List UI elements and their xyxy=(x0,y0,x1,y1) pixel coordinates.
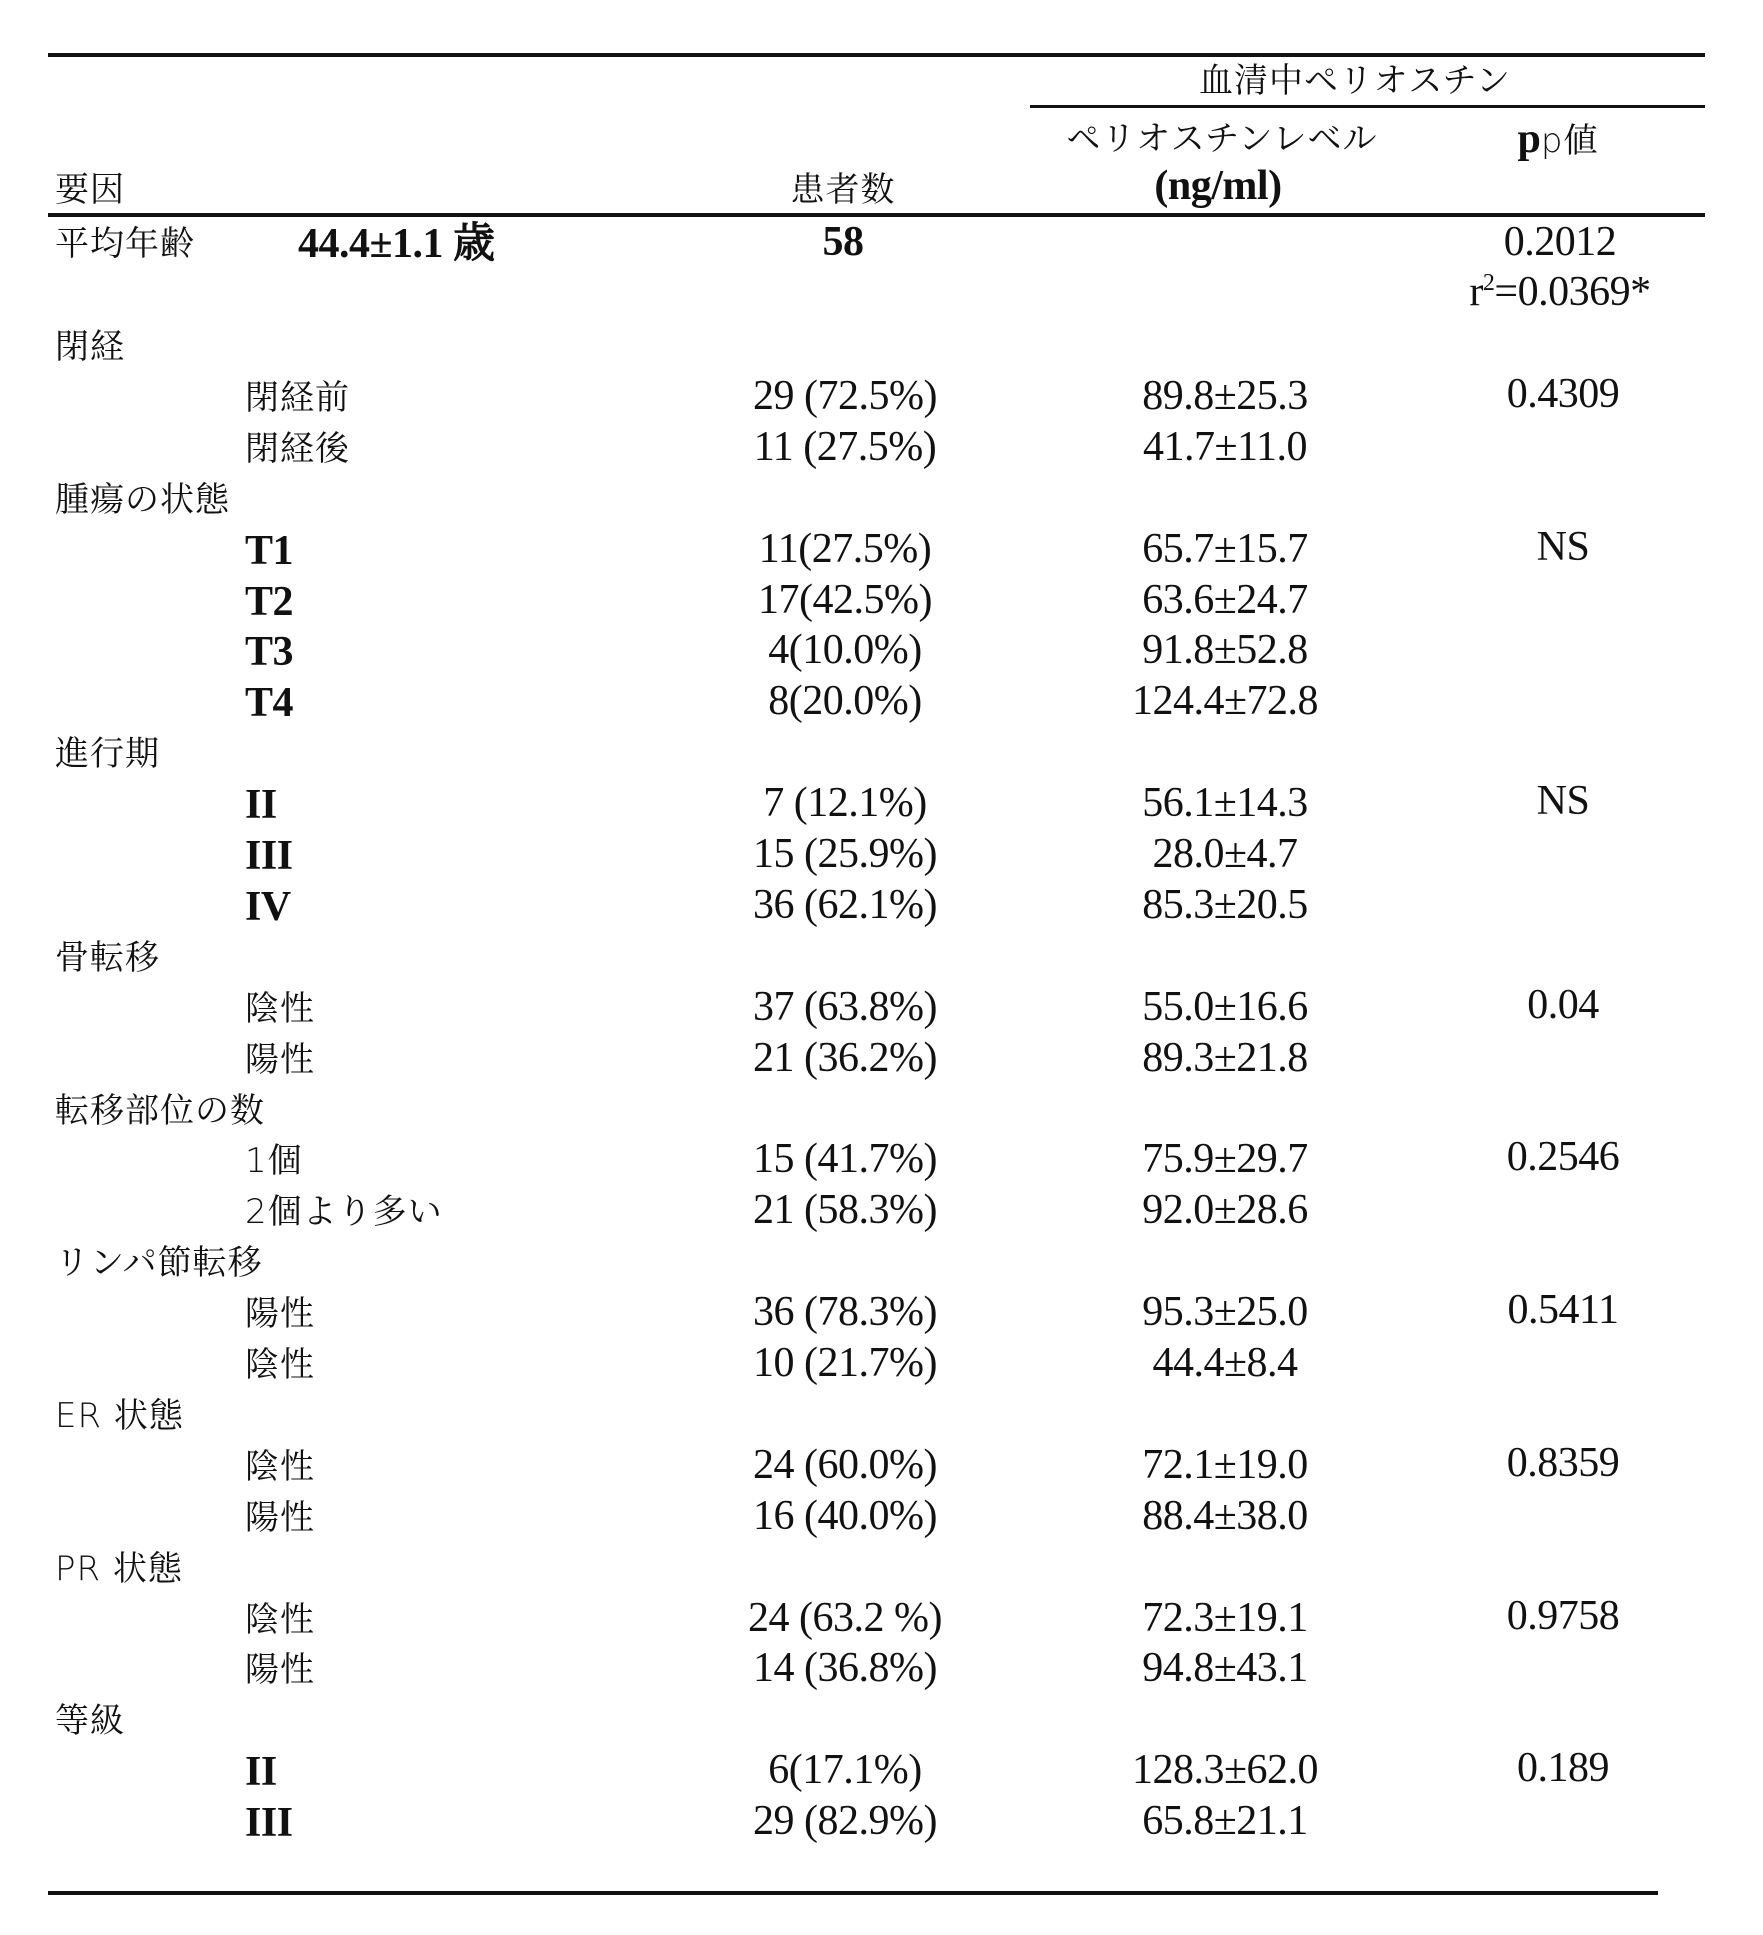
column-header-level: ペリオスチンレベル xyxy=(1066,115,1377,163)
row-periostin-level: 72.3±19.1 xyxy=(1142,1594,1308,1642)
row-periostin-level: 91.8±52.8 xyxy=(1142,626,1308,674)
column-header-p-value: pp値 xyxy=(1518,115,1599,165)
group-p-value: 0.04 xyxy=(1527,981,1599,1029)
row-label: 陰性 xyxy=(245,1596,315,1644)
r2-prefix: r xyxy=(1469,269,1483,315)
row-periostin-level: 44.4±8.4 xyxy=(1152,1339,1297,1387)
row-patients: 11 (27.5%) xyxy=(754,423,936,471)
group-p-value: 0.9758 xyxy=(1507,1592,1620,1640)
group-label: 転移部位の数 xyxy=(55,1087,265,1135)
age-label: 平均年齢 xyxy=(55,220,195,268)
row-periostin-level: 128.3±62.0 xyxy=(1132,1746,1318,1794)
row-patients: 29 (72.5%) xyxy=(753,372,937,420)
row-label: 陽性 xyxy=(245,1290,315,1338)
row-label: T1 xyxy=(245,527,293,575)
group-p-value: 0.189 xyxy=(1517,1744,1609,1792)
row-patients: 10 (21.7%) xyxy=(753,1339,937,1387)
column-header-factor: 要因 xyxy=(55,166,125,214)
row-label: 陽性 xyxy=(245,1036,315,1084)
row-label: IV xyxy=(245,883,291,931)
group-p-value: NS xyxy=(1537,777,1590,825)
row-label: T3 xyxy=(245,628,293,676)
group-header-rule xyxy=(1030,105,1705,108)
column-header-patients: 患者数 xyxy=(791,166,896,214)
age-r2 xyxy=(1469,268,1650,316)
row-patients: 11(27.5%) xyxy=(759,525,931,573)
row-periostin-level: 55.0±16.6 xyxy=(1142,983,1308,1031)
row-label: 陰性 xyxy=(245,1443,315,1491)
row-patients: 15 (41.7%) xyxy=(753,1135,937,1183)
row-periostin-level: 65.7±15.7 xyxy=(1142,525,1308,573)
row-periostin-level: 88.4±38.0 xyxy=(1142,1492,1308,1540)
r2-superscript: 2 xyxy=(1483,270,1495,296)
age-patients: 58 xyxy=(823,218,864,266)
row-periostin-level: 85.3±20.5 xyxy=(1142,881,1308,929)
row-label: T2 xyxy=(245,578,293,626)
group-label: リンパ節転移 xyxy=(55,1239,263,1287)
row-periostin-level: 95.3±25.0 xyxy=(1142,1288,1308,1336)
row-patients: 36 (78.3%) xyxy=(753,1288,937,1336)
row-periostin-level: 63.6±24.7 xyxy=(1142,576,1308,624)
row-label: T4 xyxy=(245,679,293,727)
group-label: ER 状態 xyxy=(55,1392,184,1440)
row-patients: 36 (62.1%) xyxy=(753,881,937,929)
row-periostin-level: 89.8±25.3 xyxy=(1142,372,1308,420)
row-label: 2個より多い xyxy=(245,1188,443,1236)
group-label: 等級 xyxy=(55,1697,125,1745)
row-patients: 21 (58.3%) xyxy=(753,1186,937,1234)
row-patients: 14 (36.8%) xyxy=(753,1644,937,1692)
row-patients: 4(10.0%) xyxy=(768,626,921,674)
group-label: 進行期 xyxy=(55,730,160,778)
row-patients: 7 (12.1%) xyxy=(763,779,926,827)
row-periostin-level: 56.1±14.3 xyxy=(1142,779,1308,827)
row-label: II xyxy=(245,781,277,829)
p-value-label: p値 xyxy=(1541,121,1599,161)
group-label: PR 状態 xyxy=(55,1545,183,1593)
row-label: 閉経前 xyxy=(245,374,350,422)
row-patients: 21 (36.2%) xyxy=(753,1034,937,1082)
row-periostin-level: 89.3±21.8 xyxy=(1142,1034,1308,1082)
row-label: 1個 xyxy=(245,1137,303,1185)
row-periostin-level: 72.1±19.0 xyxy=(1142,1441,1308,1489)
row-label: 閉経後 xyxy=(245,425,350,473)
row-patients: 8(20.0%) xyxy=(768,677,921,725)
row-patients: 6(17.1%) xyxy=(768,1746,921,1794)
row-label: 陰性 xyxy=(245,985,315,1033)
bottom-rule xyxy=(48,1891,1658,1895)
row-label: 陽性 xyxy=(245,1646,315,1694)
row-periostin-level: 124.4±72.8 xyxy=(1132,677,1318,725)
row-patients: 17(42.5%) xyxy=(758,576,932,624)
r2-value: =0.0369* xyxy=(1494,269,1650,315)
row-periostin-level: 28.0±4.7 xyxy=(1152,830,1297,878)
row-periostin-level: 65.8±21.1 xyxy=(1142,1797,1308,1845)
age-value: 44.4±1.1 歳 xyxy=(298,220,495,268)
row-periostin-level: 41.7±11.0 xyxy=(1143,423,1307,471)
group-label: 閉経 xyxy=(55,323,125,371)
row-patients: 15 (25.9%) xyxy=(753,830,937,878)
group-p-value: 0.2546 xyxy=(1507,1133,1620,1181)
group-p-value: NS xyxy=(1537,523,1590,571)
row-patients: 37 (63.8%) xyxy=(753,983,937,1031)
row-periostin-level: 92.0±28.6 xyxy=(1142,1186,1308,1234)
row-label: III xyxy=(245,1799,293,1847)
row-label: 陽性 xyxy=(245,1494,315,1542)
row-periostin-level: 75.9±29.7 xyxy=(1142,1135,1308,1183)
row-label: II xyxy=(245,1748,277,1796)
column-header-level-unit: (ng/ml) xyxy=(1154,162,1281,210)
row-patients: 16 (40.0%) xyxy=(753,1492,937,1540)
group-p-value: 0.4309 xyxy=(1507,370,1620,418)
group-label: 骨転移 xyxy=(55,934,160,982)
group-label: 腫瘍の状態 xyxy=(55,476,230,524)
row-label: III xyxy=(245,832,293,880)
group-p-value: 0.5411 xyxy=(1508,1286,1619,1334)
row-patients: 24 (63.2 %) xyxy=(748,1594,942,1642)
group-p-value: 0.8359 xyxy=(1507,1439,1620,1487)
row-label: 陰性 xyxy=(245,1341,315,1389)
group-header-serum-periostin: 血清中ペリオスチン xyxy=(1199,57,1511,105)
row-patients: 29 (82.9%) xyxy=(753,1797,937,1845)
age-p-value: 0.2012 xyxy=(1504,218,1617,266)
row-patients: 24 (60.0%) xyxy=(753,1441,937,1489)
row-periostin-level: 94.8±43.1 xyxy=(1142,1644,1308,1692)
